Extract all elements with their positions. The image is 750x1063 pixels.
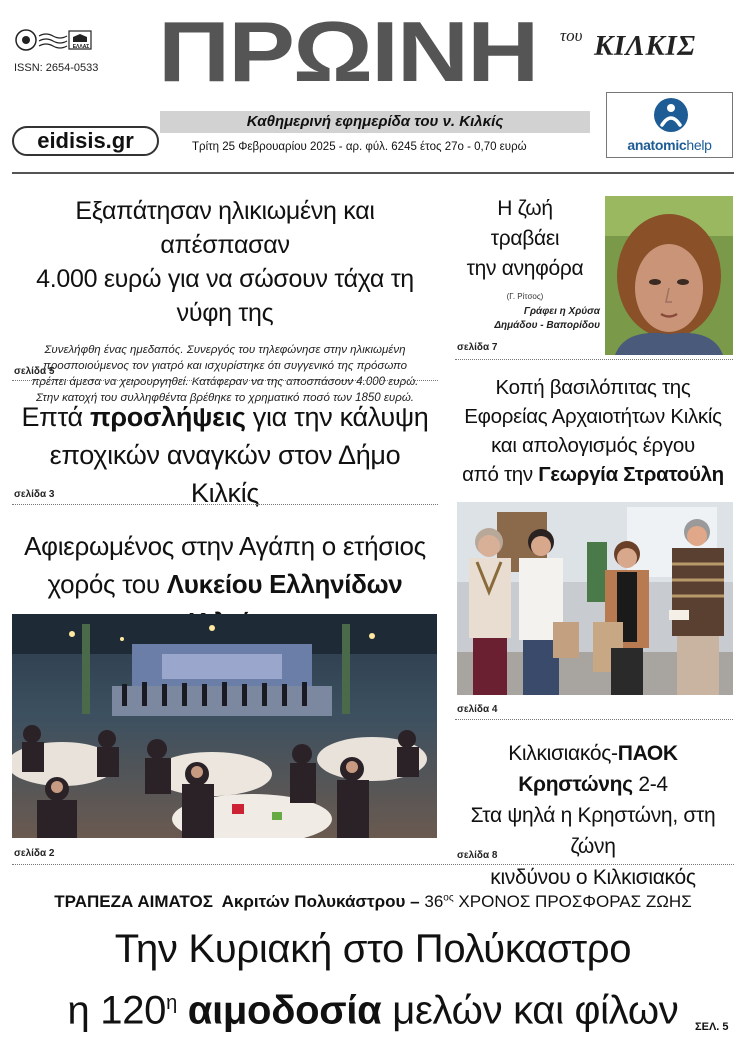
blood-bank-line2 xyxy=(12,976,734,1037)
story-column[interactable] xyxy=(455,194,595,284)
website-label: eidisis.gr xyxy=(37,128,134,153)
football-line1 xyxy=(452,738,734,800)
divider xyxy=(455,719,733,720)
kicker-bold: ΤΡΑΠΕΖΑ ΑΙΜΑΤΟΣ xyxy=(54,892,213,911)
divider xyxy=(455,359,733,360)
blood-bank-line2-post: μελών και φίλων xyxy=(381,988,679,1033)
fraud-headline-line2: 4.000 ευρώ για να σώσουν τάχα τη νύφη της xyxy=(36,265,414,327)
archaeology-line4-pre: από την xyxy=(462,463,539,486)
story-archaeology[interactable] xyxy=(452,373,734,489)
fraud-page-ref[interactable]: σελίδα 5 xyxy=(14,366,55,377)
column-headline-line2: τραβάει xyxy=(490,227,560,250)
football-line1-pre: Κιλκισιακός- xyxy=(508,742,618,765)
blood-bank-line1: Την Κυριακή στο Πολύκαστρο xyxy=(114,927,632,971)
kicker-mid: Ακριτών Πολυκάστρου xyxy=(221,892,406,911)
blood-bank-line2-sup: η xyxy=(166,992,177,1014)
masthead-suffix-small: του xyxy=(560,26,583,45)
lyceum-line2-bold: Λυκείου Ελληνίδων xyxy=(166,569,403,599)
kicker-dash: – xyxy=(410,892,420,911)
football-line2: Στα ψηλά η Κρηστώνη, στη ζώνη xyxy=(470,804,716,858)
fraud-lead-line2: προσποιούμενος τον γιατρό και ισχυρίστηκε ότι συγγενικό της πρόσωπο xyxy=(43,360,407,372)
column-page-ref[interactable]: σελίδα 7 xyxy=(457,342,498,353)
date-line: Τρίτη 25 Φεβρουαρίου 2025 - αρ. φύλ. 6245 έτος 27ο - 0,70 ευρώ xyxy=(192,141,527,153)
lyceum-line2-pre: χορός του xyxy=(47,569,167,599)
lyceum-page-ref[interactable]: σελίδα 2 xyxy=(14,848,55,859)
column-byline-line1: Γράφει η Χρύσα xyxy=(523,306,600,317)
anatomic-ad[interactable] xyxy=(606,92,733,158)
divider xyxy=(12,380,438,381)
story-hiring[interactable] xyxy=(12,398,438,512)
hiring-line1-post: για την κάλυψη xyxy=(245,402,429,432)
blood-bank-kicker xyxy=(12,892,734,912)
website-pill[interactable] xyxy=(12,126,159,156)
story-blood-bank[interactable] xyxy=(12,922,734,1037)
hiring-page-ref[interactable]: σελίδα 3 xyxy=(14,489,55,500)
kicker-rest: ΧΡΟΝΟΣ ΠΡΟΣΦΟΡΑΣ ΖΩΗΣ xyxy=(458,892,692,911)
divider xyxy=(12,864,734,865)
blood-bank-line2-pre: η 120 xyxy=(67,988,167,1033)
fraud-lead-line3: πρέπει άμεσα να χειρουργηθεί. Κατάφεραν να της αποσπάσουν 4.000 ευρώ. xyxy=(31,376,419,388)
story-football[interactable] xyxy=(452,738,734,893)
divider xyxy=(12,504,438,505)
column-headline-line1: Η ζωή xyxy=(497,197,553,220)
hiring-line1-pre: Επτά xyxy=(21,402,91,432)
masthead-suffix: ΚΙΛΚΙΣ xyxy=(594,30,696,62)
blood-bank-line2-bold: αιμοδοσία xyxy=(187,988,382,1033)
stamp-text: ΕΛΛΑΣ xyxy=(72,44,90,50)
hiring-headline-line2: εποχικών αναγκών στον Δήμο Κιλκίς xyxy=(49,440,401,508)
story-fraud[interactable] xyxy=(12,194,438,406)
archaeology-line4 xyxy=(452,460,734,489)
fraud-headline-line1: Εξαπάτησαν ηλικιωμένη και απέσπασαν xyxy=(75,197,375,259)
football-line1-post: 2-4 xyxy=(632,773,668,796)
issn: ISSN: 2654-0533 xyxy=(14,62,99,74)
anatomic-brand-light: help xyxy=(686,137,712,153)
masthead-title: ΠΡΩΙΝΗ xyxy=(158,4,538,100)
archaeology-line1: Κοπή βασιλόπιτας της xyxy=(495,376,691,399)
hiring-headline-line1 xyxy=(12,398,438,436)
archaeology-line4-bold: Γεωργία Στρατούλη xyxy=(538,463,724,486)
column-headline-line3: την ανηφόρα xyxy=(466,257,584,280)
hiring-line1-bold: προσλήψεις xyxy=(90,402,246,432)
archaeology-line3: και απολογισμός έργου xyxy=(491,434,695,457)
archaeology-page-ref[interactable]: σελίδα 4 xyxy=(457,704,498,715)
stamp-logo xyxy=(14,28,94,54)
fraud-lead-line4: Στην κατοχή του συλληφθέντα βρέθηκε το χρηματικό ποσό των 1850 ευρώ. xyxy=(36,392,414,404)
blood-bank-page-ref[interactable]: ΣΕΛ. 5 xyxy=(695,1021,729,1033)
column-byline xyxy=(470,305,600,333)
archaeology-photo[interactable] xyxy=(457,502,733,695)
lyceum-dance-photo[interactable] xyxy=(12,614,437,838)
column-byline-line2: Δημάδου - Βαπορίδου xyxy=(494,320,600,331)
kicker-sup: ος xyxy=(443,892,454,904)
masthead-divider xyxy=(12,172,734,174)
archaeology-line2: Εφορείας Αρχαιοτήτων Κιλκίς xyxy=(464,405,722,428)
columnist-portrait[interactable] xyxy=(605,196,733,355)
lyceum-headline-line1: Αφιερωμένος στην Αγάπη ο ετήσιος xyxy=(24,531,426,561)
masthead-subtitle: Καθημερινή εφημερίδα του ν. Κιλκίς xyxy=(246,113,504,130)
football-line3: κινδύνου ο Κιλκισιακός xyxy=(490,866,696,889)
kicker-num: 36 xyxy=(424,892,444,911)
fraud-lead-line1: Συνελήφθη ένας ημεδαπός. Συνεργός του τηλεφώνησε στην ηλικιωμένη xyxy=(44,344,406,356)
anatomic-logo-icon xyxy=(653,97,689,133)
anatomic-brand-bold: anatomic xyxy=(627,137,687,153)
football-page-ref[interactable]: σελίδα 8 xyxy=(457,850,498,861)
column-quote-author: (Γ. Ρίτσος) xyxy=(506,292,544,301)
football-line1-bold: ΠΑΟΚ Κρηστώνης xyxy=(518,742,678,796)
